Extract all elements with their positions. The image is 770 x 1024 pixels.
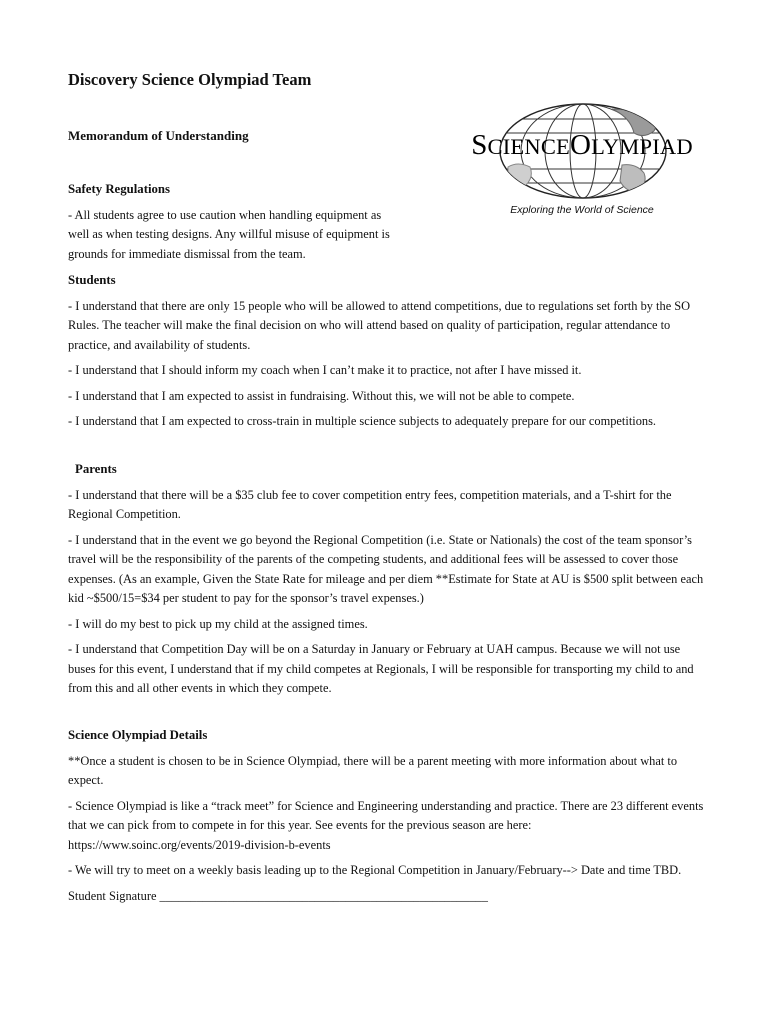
logo-wordmark-s: S bbox=[471, 129, 488, 161]
students-paragraph-4: - I understand that I am expected to cross-train in multiple science subjects to adequately prepare for our competitions. bbox=[68, 414, 657, 428]
parents-section bbox=[68, 460, 708, 699]
parents-heading: Parents bbox=[75, 462, 117, 476]
parents-paragraph-3: - I will do my best to pick up my child at the assigned times. bbox=[68, 616, 368, 631]
science-olympiad-logo bbox=[462, 103, 702, 223]
signature-line bbox=[68, 887, 708, 907]
safety-line-2: well as when testing designs. Any willful misuse of equipment is bbox=[68, 227, 390, 241]
students-heading: Students bbox=[68, 273, 116, 287]
safety-section bbox=[68, 180, 468, 264]
students-paragraph-3: - I understand that I am expected to assist in fundraising. Without this, we will not be able to compete. bbox=[68, 388, 575, 403]
details-section bbox=[68, 726, 708, 906]
logo-wordmark-lympiad: LYMPIAD bbox=[591, 134, 693, 159]
details-paragraph-3: - We will try to meet on a weekly basis leading up to the Regional Competition in January/February--> Date and time TBD. bbox=[68, 863, 682, 877]
students-section bbox=[68, 271, 708, 432]
details-heading: Science Olympiad Details bbox=[68, 728, 208, 742]
students-paragraph-1: - I understand that there are only 15 people who will be allowed to attend competitions, due to regulations set forth by the SO Rules. The teacher will make the final decision on who will attend based on quality of participation, regular attendance to practice, and availability of students. bbox=[68, 298, 691, 352]
signature-label: Student Signature bbox=[68, 888, 160, 903]
page-title: Discovery Science Olympiad Team bbox=[68, 70, 312, 89]
logo-tagline: Exploring the World of Science bbox=[510, 204, 654, 216]
students-paragraph-2: - I understand that I should inform my coach when I can’t make it to practice, not after I have missed it. bbox=[68, 363, 582, 377]
details-paragraph-1: **Once a student is chosen to be in Science Olympiad, there will be a parent meeting with more information about what to expect. bbox=[68, 753, 678, 787]
safety-heading: Safety Regulations bbox=[68, 182, 171, 196]
signature-blank[interactable]: _____________________________________________________ bbox=[159, 888, 488, 903]
safety-line-3: grounds for immediate dismissal from the team. bbox=[68, 246, 306, 261]
parents-paragraph-4: - I understand that Competition Day will be on a Saturday in January or February at UAH campus. Because we will not use buses for this event, I understand that if my child competes at Regionals, I will be responsible for transporting my child to and from this and all other events in which they compete. bbox=[68, 642, 694, 695]
details-paragraph-2: - Science Olympiad is like a “track meet” for Science and Engineering understanding and practice. There are 23 different events that we can pick from to compete in for this year. See events for the previous season are here: https://www.soinc.org/events/2019-division-b-events bbox=[68, 798, 704, 852]
parents-paragraph-1: - I understand that there will be a $35 club fee to cover competition entry fees, competition materials, and a T-shirt for the Regional Competition. bbox=[68, 487, 672, 521]
page-subtitle: Memorandum of Understanding bbox=[68, 128, 249, 143]
safety-line-1: - All students agree to use caution when handling equipment as bbox=[68, 207, 382, 222]
logo-wordmark-o: O bbox=[569, 129, 592, 161]
logo-wordmark-cience: CIENCE bbox=[487, 134, 570, 159]
parents-paragraph-2: - I understand that in the event we go beyond the Regional Competition (i.e. State or Nationals) the cost of the team sponsor’s travel will be the responsibility of the parents of the competing students, and additional fees will be assessed to cover those expenses. (As an example, Given the State Rate for mileage and per diem **Estimate for State at AU is $500 split between each kid ~$500/15=$34 per student to pay for the sponsor’s travel expenses.) bbox=[68, 532, 704, 605]
logo-wordmark bbox=[462, 129, 702, 162]
